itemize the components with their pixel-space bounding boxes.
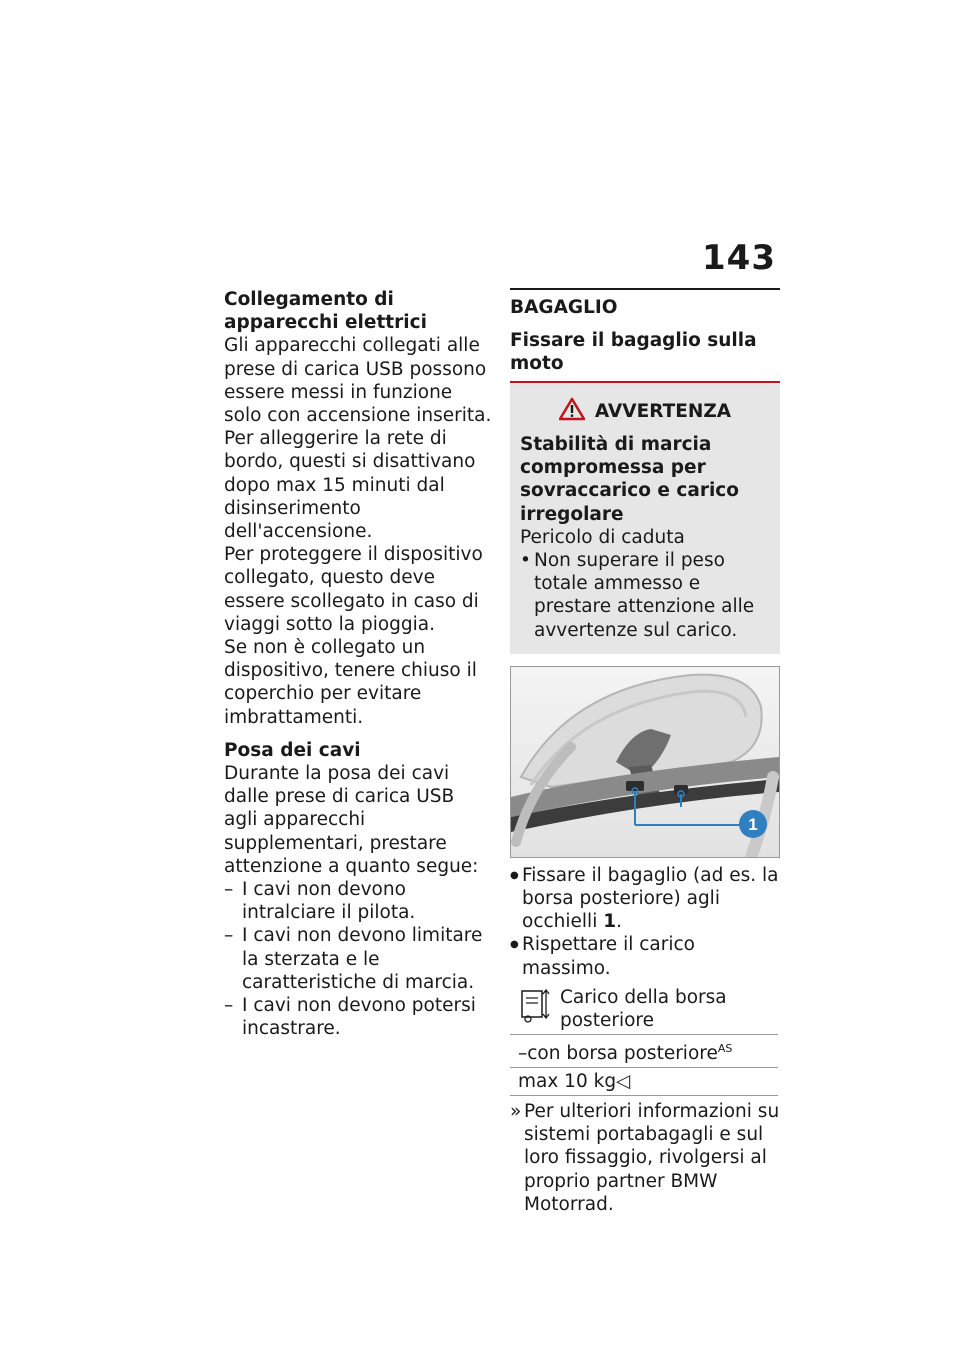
load-table-value: max 10 kg◁ xyxy=(510,1068,778,1096)
left-column xyxy=(224,288,492,1041)
step-max-load: ● Rispettare il carico massimo. xyxy=(510,933,780,979)
list-item: – I cavi non devono potersi incastrare. xyxy=(224,994,492,1040)
list-item: – I cavi non devono intralciare il pilota. xyxy=(224,878,492,924)
list-item: – I cavi non devono limitare la sterzata e le caratteristiche di marcia. xyxy=(224,924,492,994)
luggage-hooks-photo xyxy=(510,666,780,858)
step-fix-luggage: ● Fissare il bagaglio (ad es. la borsa posteriore) agli occhielli 1. xyxy=(510,864,780,934)
load-table-title: Carico della borsa posteriore xyxy=(560,986,727,1031)
warning-instruction: • Non superare il peso totale ammesso e prestare attenzione alle avvertenze sul carico. xyxy=(520,549,770,642)
callout-1: 1 xyxy=(748,814,758,834)
warning-box xyxy=(510,383,780,654)
weight-rack-icon xyxy=(518,986,550,1032)
page-number: 143 xyxy=(702,238,776,278)
warning-title: Stabilità di marcia compromessa per sovraccarico e carico irregolare xyxy=(520,434,739,525)
paragraph-cover: Se non è collegato un dispositivo, tenere chiuso il coperchio per evitare imbrattamenti. xyxy=(224,637,477,728)
note-dealer: » Per ulteriori informazioni su sistemi portabagagli e sul loro fissaggio, rivolgersi al proprio partner BMW Motorrad. xyxy=(510,1100,780,1216)
load-table-condition: –con borsa posteriore$^{AS}$ xyxy=(510,1034,778,1067)
heading-cable-routing: Posa dei cavi xyxy=(224,739,361,761)
section-title: BAGAGLIO xyxy=(510,288,780,319)
warning-label: AVVERTENZA xyxy=(594,400,732,422)
paragraph-cable-intro: Durante la posa dei cavi dalle prese di carica USB agli apparecchi supplementari, prestare attenzione a quanto segue: xyxy=(224,763,479,877)
warning-triangle-icon xyxy=(559,397,585,425)
paragraph-usb-power: Gli apparecchi collegati alle prese di carica USB possono essere messi in funzione solo con accensione inserita. Per alleggerire la rete di bordo, questi si disattivano dopo max 15 minuti dal disinserimento dell'accensione. xyxy=(224,335,492,543)
paragraph-rain: Per proteggere il dispositivo collegato, questo deve essere scollegato in caso di viaggi sotto la pioggia. xyxy=(224,544,483,635)
subsection-title: Fissare il bagaglio sulla moto xyxy=(510,329,780,383)
load-table xyxy=(510,984,778,1096)
heading-electric-devices: Collegamento di apparecchi elettrici xyxy=(224,289,427,334)
right-column xyxy=(510,288,780,1216)
warning-hazard: Pericolo di caduta xyxy=(520,526,685,548)
